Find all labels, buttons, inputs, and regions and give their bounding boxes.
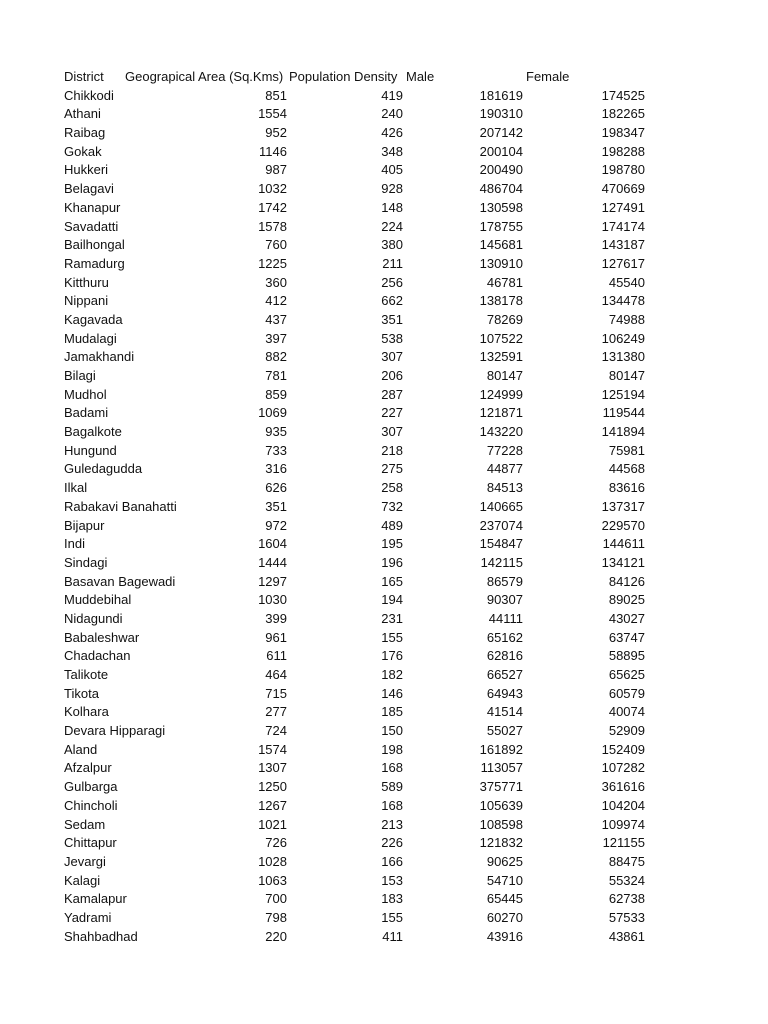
table-row [64,629,724,648]
table-row [64,517,724,536]
cell-area[interactable]: 626 [265,480,287,496]
cell-district[interactable]: Devara Hipparagi [64,723,166,739]
cell-area[interactable]: 952 [265,125,287,141]
cell-district[interactable]: Gokak [64,143,102,159]
cell-male[interactable]: 113057 [480,760,523,776]
cell-density[interactable]: 589 [381,779,403,795]
cell-female[interactable]: 109974 [601,816,645,832]
cell-area[interactable]: 733 [265,442,287,458]
cell-male[interactable]: 86579 [486,573,523,589]
table-body [64,87,724,947]
cell-area[interactable]: 972 [265,517,287,533]
table-row [64,404,724,423]
cell-density[interactable]: 405 [381,162,403,178]
cell-density[interactable]: 224 [381,218,403,234]
cell-density[interactable]: 275 [381,461,403,477]
cell-male[interactable]: 190310 [479,106,523,122]
cell-district[interactable]: Aland [64,741,98,757]
cell-female[interactable]: 134121 [601,554,645,570]
cell-area[interactable]: 1307 [258,760,287,776]
table-row [64,778,724,797]
cell-male[interactable]: 124999 [479,386,523,402]
cell-area[interactable]: 1146 [259,143,287,159]
cell-male[interactable]: 108598 [479,816,523,832]
table-row [64,311,724,330]
table-row [64,105,724,124]
table-row [64,722,724,741]
cell-area[interactable]: 1028 [258,853,287,869]
cell-area[interactable]: 397 [265,330,287,346]
cell-density[interactable]: 206 [381,368,403,383]
cell-density[interactable]: 213 [381,816,403,832]
cell-female[interactable]: 52909 [608,723,645,739]
cell-district[interactable]: Rabakavi Banahatti [64,498,177,514]
cell-area[interactable]: 798 [265,909,287,925]
cell-density[interactable]: 380 [381,237,403,253]
cell-density[interactable]: 183 [381,891,403,907]
cell-area[interactable]: 464 [265,667,287,682]
cell-density[interactable]: 307 [381,349,403,365]
cell-district[interactable]: Ramadurg [64,255,125,271]
cell-area[interactable]: 700 [265,891,287,907]
cell-density[interactable]: 287 [381,386,403,402]
table-row [64,591,724,610]
cell-female[interactable]: 60579 [608,685,645,701]
table-row [64,180,724,199]
cell-male[interactable]: 55027 [486,723,523,739]
cell-district[interactable]: Gulbarga [64,779,118,795]
cell-density[interactable]: 168 [381,797,403,813]
cell-male[interactable]: 145681 [479,237,523,253]
cell-area[interactable]: 724 [265,723,287,739]
cell-density[interactable]: 351 [381,311,403,327]
cell-area[interactable]: 1604 [258,536,287,552]
cell-area[interactable]: 726 [265,835,287,851]
table-row [64,853,724,872]
cell-district[interactable]: Kagavada [64,311,123,327]
cell-area[interactable]: 760 [265,237,287,253]
cell-district[interactable]: Bijapur [64,517,105,533]
cell-district[interactable]: Shahbadhad [64,928,138,944]
table-row [64,909,724,928]
cell-area[interactable]: 961 [265,629,287,645]
table-row [64,703,724,722]
cell-male[interactable]: 181619 [479,87,523,103]
cell-male[interactable]: 154847 [479,536,523,552]
cell-female[interactable]: 58895 [608,648,645,664]
cell-district[interactable]: Bilagi [64,368,96,383]
cell-district[interactable]: Kamalapur [64,891,127,907]
cell-density[interactable]: 538 [381,330,403,346]
cell-district[interactable]: Ilkal [64,480,88,496]
cell-male[interactable]: 62816 [486,648,523,664]
cell-density[interactable]: 928 [381,181,403,197]
cell-area[interactable]: 412 [265,293,287,309]
cell-area[interactable]: 987 [265,162,287,178]
table-row [64,367,724,386]
table-row [64,890,724,909]
cell-district[interactable]: Afzalpur [64,760,112,776]
cell-female[interactable]: 229570 [601,517,645,533]
cell-male[interactable]: 143220 [479,424,523,440]
cell-district[interactable]: Badami [64,405,109,421]
cell-male[interactable]: 46781 [486,274,523,290]
cell-male[interactable]: 80147 [486,368,523,383]
table-row [64,816,724,835]
cell-area[interactable]: 316 [265,461,287,477]
cell-district[interactable]: Mudalagi [64,330,117,346]
cell-female[interactable]: 470669 [601,181,645,197]
cell-female[interactable]: 182265 [601,106,645,122]
cell-male[interactable]: 44111 [488,610,523,626]
cell-district[interactable]: Talikote [64,667,109,682]
cell-density[interactable]: 195 [381,536,403,552]
table-row [64,199,724,218]
cell-male[interactable]: 375771 [479,779,523,795]
cell-density[interactable]: 411 [382,928,403,944]
cell-density[interactable]: 231 [381,610,403,626]
cell-district[interactable]: Yadrami [64,909,112,925]
cell-female[interactable]: 106249 [601,330,645,346]
cell-density[interactable]: 419 [381,87,403,103]
cell-female[interactable]: 63747 [608,629,645,645]
cell-area[interactable]: 1574 [258,741,287,757]
table-row [64,928,724,947]
cell-district[interactable]: Sindagi [64,554,108,570]
table-row [64,498,724,517]
table-row [64,236,724,255]
cell-density[interactable]: 194 [381,592,403,608]
cell-female[interactable]: 198780 [601,162,645,178]
table-row [64,554,724,573]
cell-female[interactable]: 83616 [608,480,645,496]
cell-area[interactable]: 1267 [258,797,287,813]
cell-male[interactable]: 200490 [479,162,523,178]
cell-male[interactable]: 90625 [486,853,523,869]
cell-female[interactable]: 127491 [601,199,645,215]
cell-male[interactable]: 60270 [486,909,523,925]
cell-male[interactable]: 200104 [479,143,523,159]
cell-male[interactable]: 107522 [479,330,523,346]
cell-female[interactable]: 143187 [601,237,645,253]
cell-female[interactable]: 125194 [601,386,645,402]
cell-density[interactable]: 168 [381,760,403,776]
table-row [64,442,724,461]
table-row [64,759,724,778]
cell-density[interactable]: 182 [381,667,403,682]
cell-density[interactable]: 227 [381,405,403,421]
table-row [64,143,724,162]
cell-male[interactable]: 132591 [479,349,523,365]
cell-area[interactable]: 360 [265,274,287,290]
cell-district[interactable]: Kolhara [64,704,109,720]
cell-district[interactable]: Nidagundi [64,610,123,626]
cell-female[interactable]: 198288 [601,143,645,159]
cell-male[interactable]: 486704 [479,181,523,197]
cell-area[interactable]: 1554 [258,106,287,122]
header-male[interactable]: Male [406,69,435,84]
cell-density[interactable]: 307 [381,424,403,440]
cell-area[interactable]: 1250 [258,779,287,795]
table-row [64,666,724,685]
cell-area[interactable]: 1030 [258,592,287,608]
cell-male[interactable]: 43916 [486,928,523,944]
cell-female[interactable]: 43027 [608,610,645,626]
cell-male[interactable]: 77228 [486,442,523,458]
cell-female[interactable]: 40074 [608,704,645,720]
table-row [64,218,724,237]
cell-female[interactable]: 119544 [602,405,645,421]
cell-male[interactable]: 41514 [486,704,523,720]
cell-area[interactable]: 437 [265,311,287,327]
cell-male[interactable]: 140665 [479,498,523,514]
cell-area[interactable]: 399 [265,610,287,626]
table-row [64,87,724,106]
table-row [64,255,724,274]
cell-female[interactable]: 107282 [601,760,645,776]
cell-male[interactable]: 161892 [479,741,523,757]
cell-male[interactable]: 65162 [486,629,523,645]
cell-female[interactable]: 89025 [608,592,645,608]
cell-female[interactable]: 127617 [601,255,645,271]
cell-area[interactable]: 220 [265,928,287,944]
cell-district[interactable]: Guledagudda [64,461,143,477]
spreadsheet-table [64,68,724,946]
table-row [64,386,724,405]
cell-density[interactable]: 196 [381,554,403,570]
cell-density[interactable]: 165 [381,573,403,589]
cell-area[interactable]: 859 [265,386,287,402]
cell-area[interactable]: 1032 [258,181,287,197]
cell-density[interactable]: 198 [381,741,403,757]
table-row [64,834,724,853]
cell-male[interactable]: 237074 [479,517,523,533]
cell-male[interactable]: 121832 [479,835,523,851]
table-row [64,797,724,816]
cell-area[interactable]: 351 [265,498,287,514]
table-row [64,460,724,479]
cell-district[interactable]: Bailhongal [64,237,125,253]
header-geographical-area[interactable]: Geograpical Area (Sq.Kms) [125,69,284,84]
cell-density[interactable]: 732 [381,498,403,514]
cell-female[interactable]: 43861 [608,928,645,944]
cell-district[interactable]: Tikota [64,685,99,701]
cell-district[interactable]: Khanapur [64,199,121,215]
cell-density[interactable]: 662 [381,293,403,309]
cell-female[interactable]: 55324 [608,872,645,888]
table-row [64,741,724,760]
cell-density[interactable]: 185 [381,704,403,720]
cell-density[interactable]: 258 [381,480,403,496]
cell-density[interactable]: 348 [381,143,403,159]
cell-district[interactable]: Chittapur [64,835,117,851]
table-row [64,685,724,704]
cell-district[interactable]: Nippani [64,293,109,309]
cell-density[interactable]: 150 [381,723,403,739]
cell-district[interactable]: Chincholi [64,797,118,813]
cell-female[interactable]: 198347 [601,125,645,141]
cell-density[interactable]: 166 [381,853,403,869]
cell-district[interactable]: Athani [64,106,101,122]
cell-male[interactable]: 142115 [480,554,523,570]
cell-female[interactable]: 152409 [601,741,645,757]
table-row [64,330,724,349]
table-row [64,573,724,592]
cell-female[interactable]: 361616 [601,779,645,795]
cell-district[interactable]: Babaleshwar [64,629,140,645]
cell-density[interactable]: 211 [382,255,403,271]
table-row [64,535,724,554]
cell-density[interactable]: 146 [381,685,403,701]
cell-district[interactable]: Mudhol [64,386,107,402]
cell-area[interactable]: 1297 [258,573,287,589]
cell-female[interactable]: 141894 [601,424,645,440]
cell-male[interactable]: 105639 [479,797,523,813]
cell-area[interactable]: 1069 [258,405,287,421]
header-row [64,68,724,87]
table-row [64,647,724,666]
cell-density[interactable]: 240 [381,106,403,122]
cell-district[interactable]: Indi [64,536,85,552]
cell-area[interactable]: 715 [265,685,287,701]
cell-density[interactable]: 155 [381,629,403,645]
cell-male[interactable]: 130910 [479,255,523,271]
cell-density[interactable]: 226 [381,835,403,851]
table-row [64,274,724,293]
cell-district[interactable]: Kalagi [64,872,101,888]
header-population-density[interactable]: Population Density [289,69,398,84]
cell-area[interactable]: 935 [265,424,287,440]
cell-area[interactable]: 882 [265,349,287,365]
cell-female[interactable]: 80147 [608,368,645,383]
cell-district[interactable]: Hukkeri [64,162,109,178]
table-row [64,872,724,891]
table-row [64,479,724,498]
cell-female[interactable]: 104204 [601,797,645,813]
cell-female[interactable]: 44568 [608,461,645,477]
cell-male[interactable]: 64943 [486,685,523,701]
cell-female[interactable]: 62738 [608,891,645,907]
cell-male[interactable]: 90307 [486,592,523,608]
cell-male[interactable]: 130598 [479,199,523,215]
cell-area[interactable]: 1021 [258,816,287,832]
cell-male[interactable]: 84513 [486,480,523,496]
cell-district[interactable]: Savadatti [64,218,119,234]
table-row [64,348,724,367]
cell-female[interactable]: 45540 [608,274,645,290]
cell-district[interactable]: Basavan Bagewadi [64,573,176,589]
cell-male[interactable]: 65445 [486,891,523,907]
cell-female[interactable]: 134478 [601,293,645,309]
cell-district[interactable]: Raibag [64,125,106,141]
cell-female[interactable]: 144611 [602,536,645,552]
cell-area[interactable]: 1063 [258,872,287,888]
cell-density[interactable]: 153 [381,872,403,888]
cell-female[interactable]: 121155 [602,835,645,851]
table-row [64,423,724,442]
cell-area[interactable]: 1578 [258,218,287,234]
cell-female[interactable]: 57533 [608,909,645,925]
cell-male[interactable]: 78269 [486,311,523,327]
cell-density[interactable]: 176 [381,648,403,664]
cell-density[interactable]: 155 [381,909,403,925]
cell-density[interactable]: 256 [381,274,403,290]
cell-district[interactable]: Jamakhandi [64,349,135,365]
cell-male[interactable]: 207142 [479,125,523,141]
cell-density[interactable]: 426 [381,125,403,141]
cell-district[interactable]: Jevargi [64,853,106,869]
cell-area[interactable]: 1225 [258,255,287,271]
cell-district[interactable]: Hungund [64,442,117,458]
cell-district[interactable]: Sedam [64,816,106,832]
cell-female[interactable]: 137317 [601,498,645,514]
cell-female[interactable]: 65625 [608,667,645,682]
cell-male[interactable]: 138178 [479,293,523,309]
cell-male[interactable]: 44877 [486,461,523,477]
cell-district[interactable]: Chadachan [64,648,131,664]
cell-female[interactable]: 174525 [601,87,645,103]
cell-district[interactable]: Belagavi [64,181,114,197]
cell-female[interactable]: 74988 [608,311,645,327]
cell-area[interactable]: 781 [265,368,287,383]
cell-area[interactable]: 277 [265,704,287,720]
cell-area[interactable]: 1444 [258,554,287,570]
header-female[interactable]: Female [526,69,570,84]
cell-district[interactable]: Kitthuru [64,274,109,290]
table-row [64,610,724,629]
cell-male[interactable]: 178755 [479,218,523,234]
cell-district[interactable]: Muddebihal [64,592,132,608]
cell-area[interactable]: 851 [265,87,287,103]
header-district[interactable]: District [64,69,104,84]
table-row [64,292,724,311]
cell-female[interactable]: 131380 [601,349,645,365]
cell-male[interactable]: 54710 [486,872,523,888]
cell-area[interactable]: 611 [266,648,287,664]
cell-district[interactable]: Chikkodi [64,87,114,103]
cell-density[interactable]: 148 [381,199,403,215]
cell-area[interactable]: 1742 [258,199,287,215]
cell-male[interactable]: 66527 [486,667,523,682]
table-row [64,124,724,143]
cell-female[interactable]: 84126 [608,573,645,589]
table-row [64,161,724,180]
cell-female[interactable]: 174174 [601,218,645,234]
cell-female[interactable]: 75981 [608,442,645,458]
cell-female[interactable]: 88475 [608,853,645,869]
cell-density[interactable]: 489 [381,517,403,533]
cell-male[interactable]: 121871 [479,405,523,421]
cell-density[interactable]: 218 [381,442,403,458]
cell-district[interactable]: Bagalkote [64,424,122,440]
